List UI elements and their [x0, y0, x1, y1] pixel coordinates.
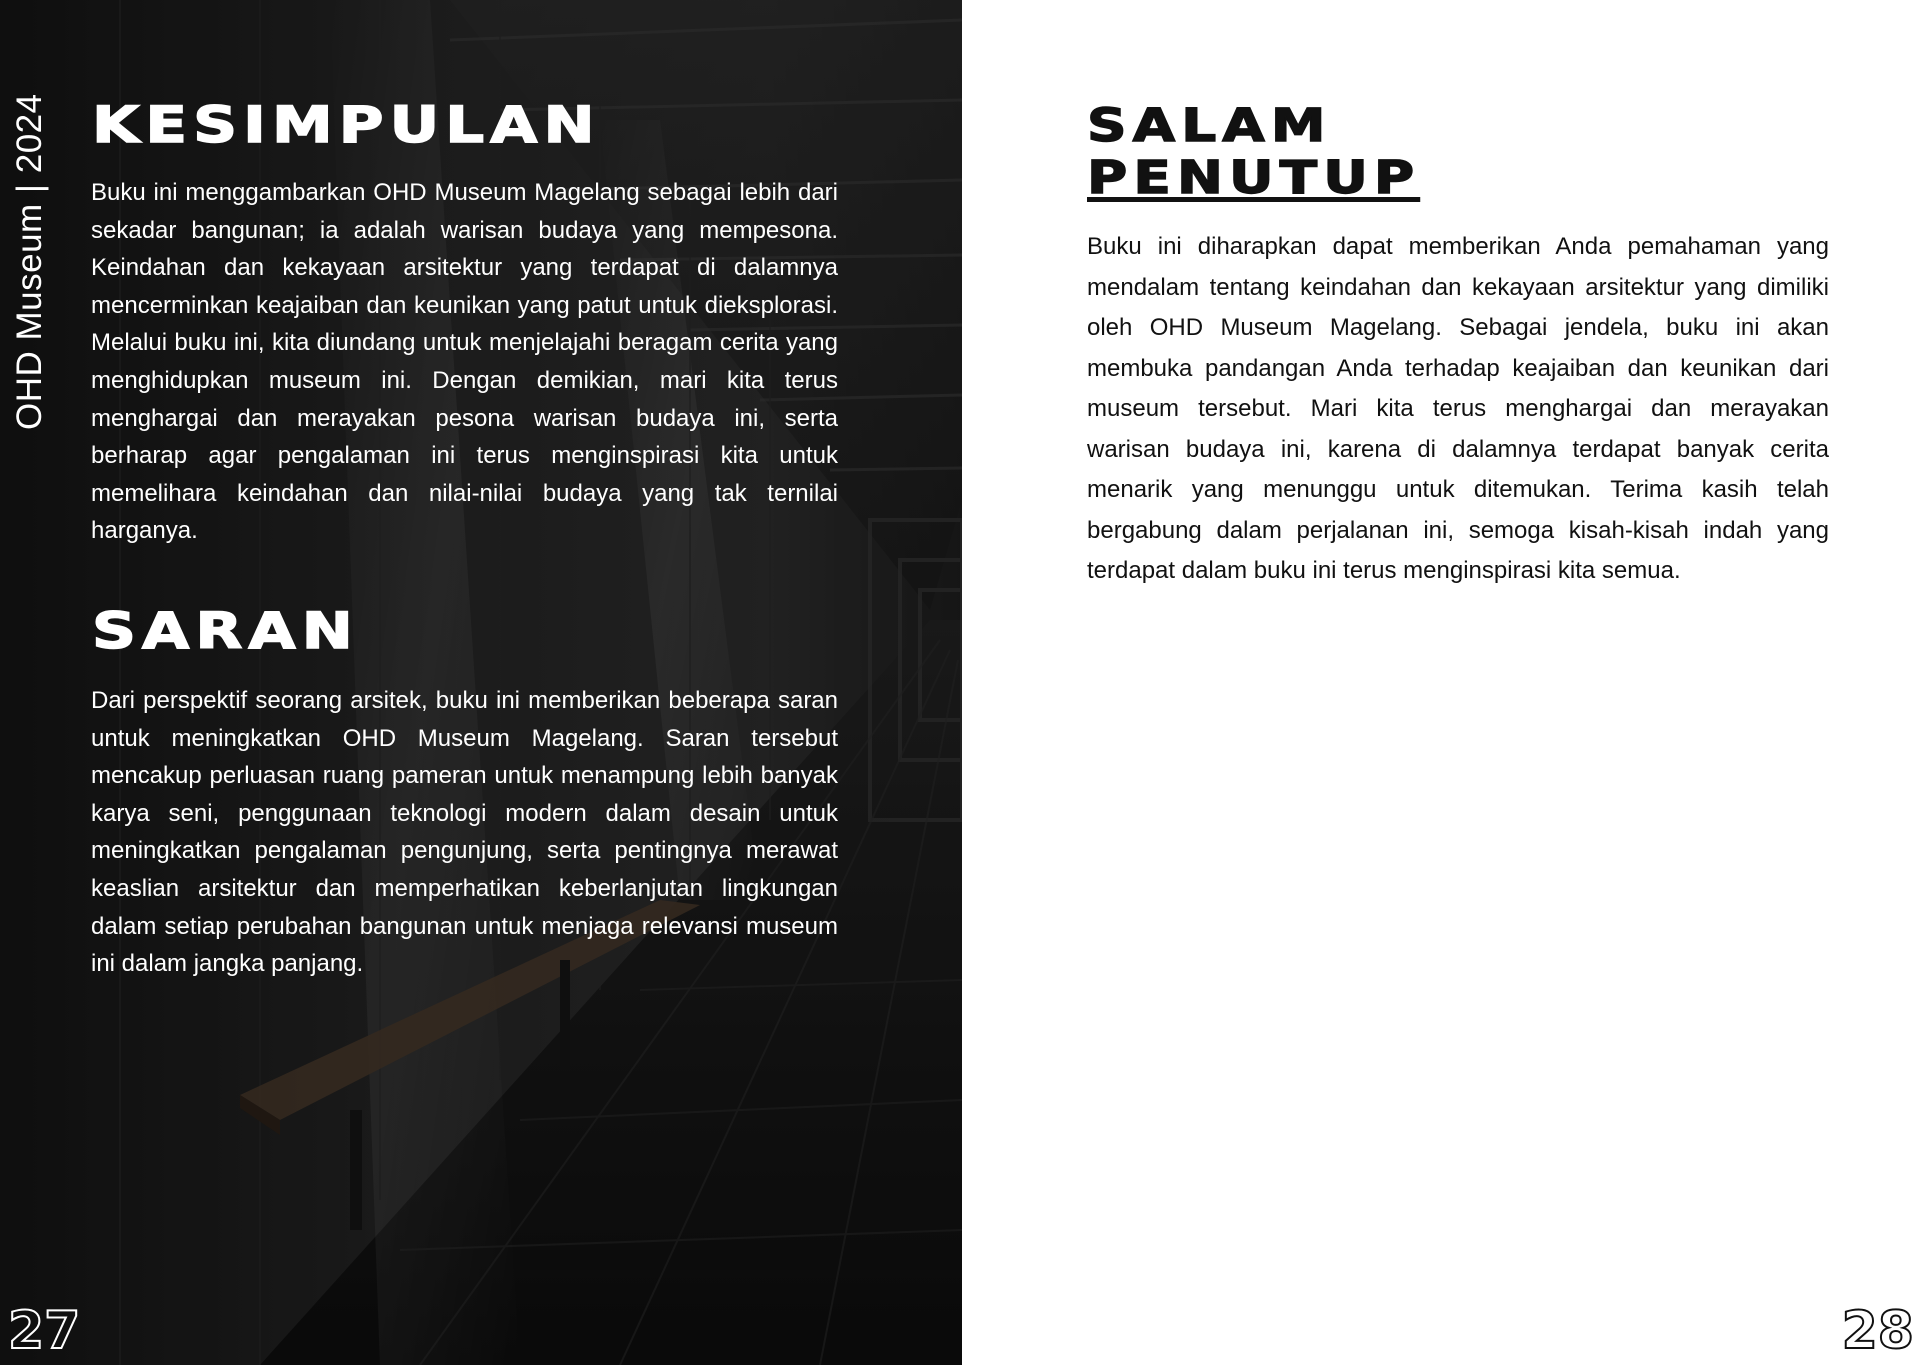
heading-line-salam: SALAM [1087, 99, 1332, 152]
heading-line-penutup: PENUTUP [1087, 151, 1421, 204]
kesimpulan-paragraph: Buku ini menggambarkan OHD Museum Magelang sebagai lebih dari sekadar bangunan; ia adalah warisan budaya yang mempesona. Keindahan dan kekayaan arsitektur yang terdapat di dalamnya mencerminkan keajaiban dan keunikan yang patut untuk dieksplorasi. Melalui buku ini, kita diundang untuk menjelajahi beragam cerita yang menghidupkan museum ini. Dengan demikian, mari kita terus menghargai dan merayakan pesona warisan budaya ini, serta berharap agar pengalaman ini terus menginspirasi kita untuk memelihara keindahan dan nilai-nilai budaya yang tak ternilai harganya. [91, 179, 838, 545]
salam-penutup-paragraph: Buku ini diharapkan dapat memberikan Anda pemahaman yang mendalam tentang keindahan dan kekayaan arsitektur yang dimiliki oleh OHD Museum Magelang. Sebagai jendela, buku ini akan membuka pandangan Anda terhadap keajaiban dan keunikan dari museum tersebut. Mari kita terus menghargai dan merayakan warisan budaya ini, karena di dalamnya terdapat banyak cerita menarik yang menunggu untuk ditemukan. Terima kasih telah bergabung dalam perjalanan ini, semoga kisah-kisah indah yang terdapat dalam buku ini terus menginspirasi kita semua. [1087, 233, 1829, 584]
saran-heading: SARAN [92, 602, 359, 660]
saran-paragraph: Dari perspektif seorang arsitek, buku ini memberikan beberapa saran untuk meningkatkan OHD Museum Magelang. Saran tersebut mencakup perluasan ruang pameran untuk menampung lebih banyak karya seni, penggunaan teknologi modern dalam desain untuk meningkatkan pengalaman pengunjung, serta pentingnya merawat keaslian arsitektur dan memperhatikan keberlanjutan lingkungan dalam setiap perubahan bangunan untuk menjaga relevansi museum ini dalam jangka panjang. [91, 687, 838, 978]
kesimpulan-heading: KESIMPULAN [92, 96, 601, 154]
book-side-label: OHD Museum | 2024 [10, 93, 49, 430]
page-number-right: 28 [1841, 1301, 1914, 1361]
salam-penutup-heading [1087, 100, 1420, 204]
page-number-left: 27 [8, 1301, 81, 1361]
right-page [962, 0, 1920, 1365]
